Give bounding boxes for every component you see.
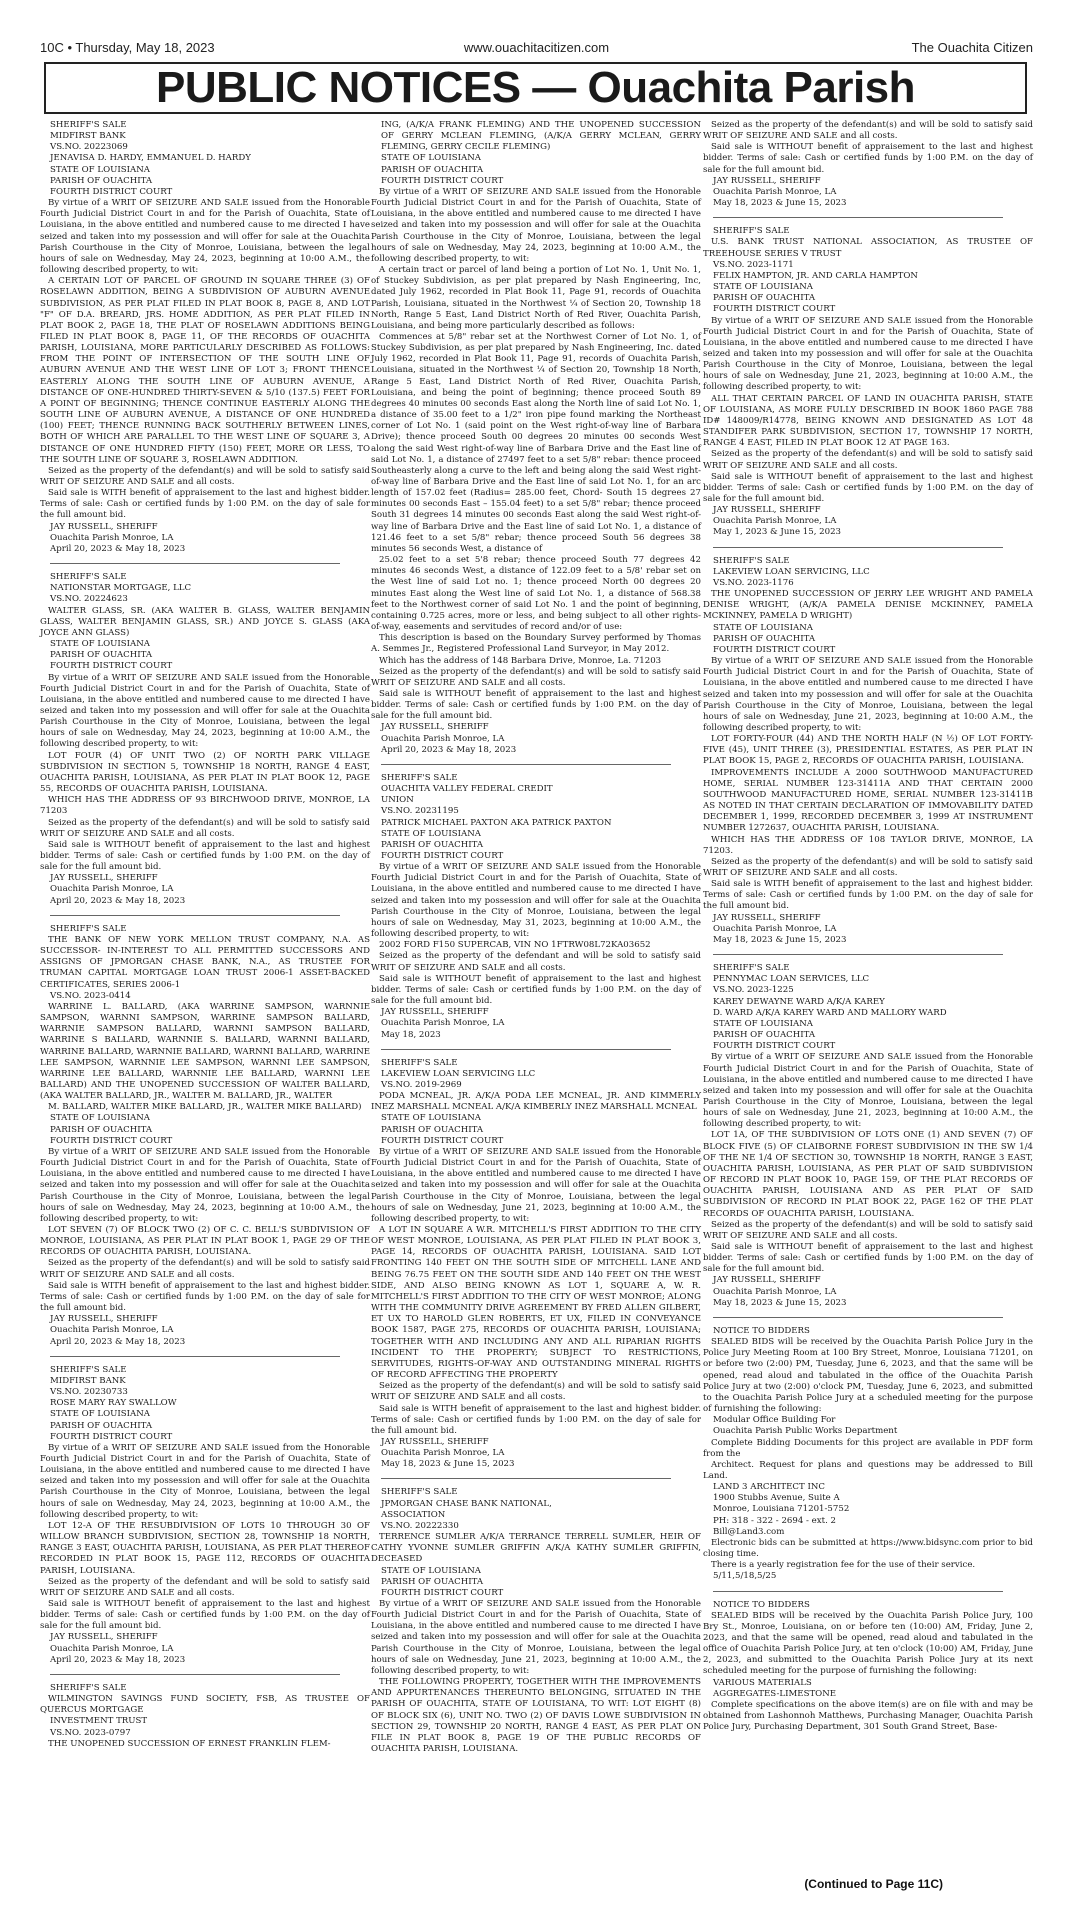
notice-paragraph: By virtue of a WRIT OF SEIZURE AND SALE issued from the Honorable Fourth Judicial District Court in and for the Parish of Ouachita, State of Louisiana, in the above entitled and numbered cause to me directed I have seized and taken into my possession and will offer for sale at the Ouachita Parish Courthouse in the City of Monroe, Louisiana, between the legal hours of sale on Wednesday, June 21, 2023, beginning at 10:00 A.M., the following described property, to wit: — [371, 1146, 701, 1224]
notice-line: FOURTH DISTRICT COURT — [381, 175, 504, 186]
notice-line: Monroe, Louisiana 71201-5752 — [713, 1504, 850, 1515]
notice-paragraph: ALL THAT CERTAIN PARCEL OF LAND IN OUACHITA PARISH, STATE OF LOUISIANA, AS MORE FULLY DESCRIBED IN BOOK 1860 PAGE 788 ID# 148009/R14778, BEING KNOWN AND DESIGNATED AS LOT 48 STANDIFER PARK SUBDIVISION, SECTION 17, TOWNSHIP 17 NORTH, RANGE 4 EAST, FILED IN PLAT BOOK 12 AT PAGE 163. — [703, 393, 1033, 449]
notice-line: VS.NO. 20231195 — [381, 806, 459, 817]
notice-column-2 — [371, 120, 701, 1755]
notice-line: JAY RUSSELL, SHERIFF — [713, 912, 821, 923]
notice-paragraph: THE UNOPENED SUCCESSION OF JERRY LEE WRIGHT AND PAMELA DENISE WRIGHT, (A/K/A PAMELA DENISE MCKINNEY, PAMELA MCKINNEY, PAMELA D WRIGHT) — [703, 589, 1033, 622]
notice-divider — [50, 1356, 340, 1357]
notice-line: May 18, 2023 & June 15, 2023 — [713, 1297, 847, 1308]
notice-paragraph: By virtue of a WRIT OF SEIZURE AND SALE issued from the Honorable Fourth Judicial District Court in and for the Parish of Ouachita, State of Louisiana, in the above entitled and numbered cause to me directed I have seized and taken into my possession and will offer for sale at the Ouachita Parish Courthouse in the City of Monroe, Louisiana, between the legal hours of sale on Wednesday, May 24, 2023, beginning at 10:00 A.M., the following described property, to wit: — [371, 186, 701, 264]
notice-paragraph: Seized as the property of the defendant(s) and will be sold to satisfy said WRIT OF SEIZURE AND SALE and all costs. — [40, 817, 370, 839]
notice-line: April 20, 2023 & May 18, 2023 — [381, 744, 517, 755]
website-url: www.ouachitacitizen.com — [463, 40, 610, 55]
notice-line: SHERIFF'S SALE — [50, 1364, 127, 1375]
notice-line: VARIOUS MATERIALS — [713, 1677, 812, 1688]
notice-paragraph: By virtue of a WRIT OF SEIZURE AND SALE issued from the Honorable Fourth Judicial District Court in and for the Parish of Ouachita, State of Louisiana, in the above entitled and numbered cause to me directed I have seized and taken into my possession and will offer for sale at the Ouachita Parish Courthouse in the City of Monroe, Louisiana, between the legal hours of sale on Wednesday, May 24, 2023, beginning at 10:00 A.M., the following described property, to wit: — [40, 672, 370, 750]
notice-line: PARISH OF OUACHITA — [381, 164, 484, 175]
notice-paragraph: Seized as the property of the defendant(s) and will be sold to satisfy said WRIT OF SEIZURE AND SALE and all costs. — [703, 449, 1033, 471]
notice-line: SHERIFF'S SALE — [381, 772, 458, 783]
notice-line: D. WARD A/K/A KAREY WARD AND MALLORY WARD — [713, 1007, 947, 1018]
notice-line: AGGREGATES-LIMESTONE — [713, 1688, 837, 1699]
notice-line: VS.NO. 2023-0414 — [50, 990, 131, 1001]
notice-line: JAY RUSSELL, SHERIFF — [713, 175, 821, 186]
notice-line: VS.NO. 2023-1176 — [713, 577, 794, 588]
notice-line: SHERIFF'S SALE — [50, 1682, 127, 1693]
notice-line: PENNYMAC LOAN SERVICES, LLC — [713, 974, 870, 985]
notice-line: ROSE MARY RAY SWALLOW — [50, 1398, 177, 1409]
notice-line: VS.NO. 20224623 — [50, 594, 128, 605]
notice-line: SHERIFF'S SALE — [713, 555, 790, 566]
notice-line: SHERIFF'S SALE — [381, 1487, 458, 1498]
notice-paragraph: THE BANK OF NEW YORK MELLON TRUST COMPANY, N.A. AS SUCCESSOR- IN-INTEREST TO ALL PERMITTED SUCCESSORS AND ASSIGNS OF JPMORGAN CHASE BANK, N.A., AS TRUSTEE FOR TRUMAN CAPITAL MORTGAGE LOAN TRUST 2006-1 ASSET-BACKED CERTIFICATES, SERIES 2006-1 — [40, 934, 370, 990]
notice-paragraph: Seized as the property of the defendant(s) and will be sold to satisfy said WRIT OF SEIZURE AND SALE and all costs. — [40, 465, 370, 487]
notice-line: PARISH OF OUACHITA — [381, 839, 484, 850]
notice-line: NOTICE TO BIDDERS — [713, 1599, 810, 1610]
notice-line: PARISH OF OUACHITA — [50, 1420, 153, 1431]
notice-paragraph: SEALED BIDS will be received by the Ouachita Parish Police Jury, 100 Bry St., Monroe, Louisiana, on or before ten (10:00) AM, Friday, June 2, 2023, and that the same will be opened, read aloud and tabulated in the office of Ouachita Parish Police Jury, at ten o'clock (10:00) AM, Friday, June 2, 2023, and submitted to the Ouachita Parish Police Jury at its next scheduled meeting for the purpose of furnishing the following: — [703, 1610, 1033, 1677]
notice-line: FOURTH DISTRICT COURT — [713, 304, 836, 315]
notice-paragraph: M. BALLARD, WALTER MIKE BALLARD, JR., WALTER MIKE BALLARD) — [48, 1102, 362, 1113]
notice-paragraph: Which has the address of 148 Barbara Drive, Monroe, La. 71203 — [379, 655, 662, 666]
notice-line: May 18, 2023 & June 15, 2023 — [381, 1459, 515, 1470]
notice-line: PARISH OF OUACHITA — [50, 650, 153, 661]
notice-line: JAY RUSSELL, SHERIFF — [381, 1436, 489, 1447]
notice-line: STATE OF LOUISIANA — [50, 1409, 150, 1420]
notice-paragraph: By virtue of a WRIT OF SEIZURE AND SALE issued from the Honorable Fourth Judicial District Court in and for the Parish of Ouachita, State of Louisiana, in the above entitled and numbered cause to me directed I have seized and taken into my possession and will offer for sale at the Ouachita Parish Courthouse in the City of Monroe, Louisiana, between the legal hours of sale on Wednesday, May 31, 2023, beginning at 10:00 A.M., the following described property, to wit: — [371, 862, 701, 940]
notice-line: STATE OF LOUISIANA — [713, 1018, 813, 1029]
notice-line: SHERIFF'S SALE — [381, 1057, 458, 1068]
notice-line: 1900 Stubbs Avenue, Suite A — [713, 1493, 840, 1504]
notice-line: May 18, 2023 & June 15, 2023 — [713, 934, 847, 945]
notice-paragraph: U.S. BANK TRUST NATIONAL ASSOCIATION, AS TRUSTEE OF TREEHOUSE SERIES V TRUST — [703, 237, 1033, 259]
notice-line: April 20, 2023 & May 18, 2023 — [50, 895, 186, 906]
notice-line: JAY RUSSELL, SHERIFF — [713, 505, 821, 516]
notice-line: STATE OF LOUISIANA — [381, 1113, 481, 1124]
notice-divider — [381, 1049, 671, 1050]
notice-paragraph: THE UNOPENED SUCCESSION OF ERNEST FRANKLIN FLEM- — [48, 1738, 331, 1749]
notice-divider — [50, 1674, 340, 1675]
notice-paragraph: Said sale is WITHOUT benefit of appraisement to the last and highest bidder. Terms of sale: Cash or certified funds by 1:00 P.M. on the day of sale for the full amount bid. — [371, 973, 701, 1007]
notice-paragraph: Seized as the property of the defendant(s) and will be sold to satisfy said WRIT OF SEIZURE AND SALE and all costs. — [371, 666, 701, 688]
notice-paragraph: Said sale is WITHOUT benefit of appraisement to the last and highest bidder. Terms of sale: Cash or certified funds by 1:00 P.M. on the day of sale for the full amount bid. — [703, 142, 1033, 175]
notice-paragraph: Seized as the property of the defendant(s) and will be sold to satisfy said WRIT OF SEIZURE AND SALE and all costs. — [703, 1219, 1033, 1241]
notice-paragraph: By virtue of a WRIT OF SEIZURE AND SALE issued from the Honorable Fourth Judicial District Court in and for the Parish of Ouachita, State of Louisiana, in the above entitled and numbered cause to me directed I have seized and taken into my possession and will offer for sale at the Ouachita Parish Courthouse in the City of Monroe, Louisiana, between the legal hours of sale on Wednesday, June 21, 2023, beginning at 10:00 A.M., the following described property, to wit: — [703, 315, 1033, 393]
notice-divider — [381, 764, 671, 765]
notice-line: JAY RUSSELL, SHERIFF — [713, 1275, 821, 1286]
notice-line: SHERIFF'S SALE — [713, 226, 790, 237]
notice-line: PARISH OF OUACHITA — [50, 175, 153, 186]
notice-paragraph: Seized as the property of the defendant(s) and will be sold to satisfy said WRIT OF SEIZURE AND SALE and all costs. — [40, 1258, 370, 1280]
notice-line: JAY RUSSELL, SHERIFF — [50, 1632, 158, 1643]
notice-line: VS.NO. 2023-0797 — [50, 1727, 131, 1738]
notice-paragraph: By virtue of a WRIT OF SEIZURE AND SALE issued from the Honorable Fourth Judicial District Court in and for the Parish of Ouachita, State of Louisiana, in the above entitled and numbered cause to me directed I have seized and taken into my possession and will offer for sale at the Ouachita Parish Courthouse in the City of Monroe, Louisiana, between the legal hours of sale on Wednesday, June 21, 2023, beginning at 10:00 A.M., the following described property, to wit: — [703, 656, 1033, 733]
notice-paragraph: A certain tract or parcel of land being a portion of Lot No. 1, Unit No. 1, of Stuckey Subdivision, as per plat prepared by Nash Engineering, Inc, dated July 1962, recorded in Plat Book 11, Page 91, records of Ouachita Parish, Louisiana, situated in the Northwest ¼ of Section 20, Township 18 North, Range 5 East, Land District North of Red River, Ouachita Parish, Louisiana, and being more particularly described as follows: — [371, 265, 701, 331]
notice-column-1 — [40, 120, 370, 1750]
notice-divider — [713, 547, 1003, 548]
notice-paragraph: By virtue of a WRIT OF SEIZURE AND SALE issued from the Honorable Fourth Judicial District Court in and for the Parish of Ouachita, State of Louisiana, in the above entitled and numbered cause to me directed I have seized and taken into my possession and will offer for sale at the Ouachita Parish Courthouse in the City of Monroe, Louisiana, between the legal hours of sale on Wednesday, May 24, 2023, beginning at 10:00 A.M., the following described property, to wit: — [40, 198, 370, 276]
notice-line: PARISH OF OUACHITA — [713, 293, 816, 304]
notice-paragraph: By virtue of a WRIT OF SEIZURE AND SALE issued from the Honorable Fourth Judicial District Court in and for the Parish of Ouachita, State of Louisiana, in the above entitled and numbered cause to me directed I have seized and taken into my possession and will offer for sale at the Ouachita Parish Courthouse in the City of Monroe, Louisiana, between the legal hours of sale on Wednesday, June 21, 2023, beginning at 10:00 A.M., the following described property, to wit: — [703, 1052, 1033, 1130]
notice-line: STATE OF LOUISIANA — [50, 1113, 150, 1124]
notice-line: SHERIFF'S SALE — [713, 963, 790, 974]
section-banner: PUBLIC NOTICES — Ouachita Parish — [44, 62, 1027, 114]
notice-line: JAY RUSSELL, SHERIFF — [381, 722, 489, 733]
notice-line: STATE OF LOUISIANA — [713, 282, 813, 293]
notice-line: April 20, 2023 & May 18, 2023 — [50, 1654, 186, 1665]
notice-divider — [713, 954, 1003, 955]
notice-paragraph: Seized as the property of the defendant(s) and will be sold to satisfy said WRIT OF SEIZURE AND SALE and all costs. — [703, 856, 1033, 878]
notice-line: LAKEVIEW LOAN SERVICING, LLC — [713, 566, 870, 577]
notice-line: Ouachita Parish Monroe, LA — [381, 1448, 505, 1459]
notice-line: April 20, 2023 & May 18, 2023 — [50, 1336, 186, 1347]
notice-paragraph: Complete Bidding Documents for this project are available in PDF form from the — [703, 1437, 1033, 1459]
notice-line: 5/11,5/18,5/25 — [713, 1571, 777, 1582]
notice-divider — [713, 1317, 1003, 1318]
notice-paragraph: LOT SEVEN (7) OF BLOCK TWO (2) OF C. C. BELL'S SUBDIVISION OF MONROE, LOUISIANA, AS PER PLAT IN PLAT BOOK 1, PAGE 29 OF THE RECORDS OF OUACHITA PARISH, LOUISIANA. — [40, 1225, 370, 1258]
notice-line: Ouachita Parish Monroe, LA — [50, 1325, 174, 1336]
folio-line — [40, 40, 1033, 58]
notice-line: FELIX HAMPTON, JR. AND CARLA HAMPTON — [713, 270, 918, 281]
notice-paragraph: Said sale is WITHOUT benefit of appraisement to the last and highest bidder. Terms of sale: Cash or certified funds by 1:00 P.M. on the day of sale for the full amount bid. — [371, 688, 701, 722]
notice-line: PATRICK MICHAEL PAXTON AKA PATRICK PAXTON — [381, 817, 612, 828]
notice-line: FOURTH DISTRICT COURT — [713, 1041, 836, 1052]
notice-line: PARISH OF OUACHITA — [50, 1124, 153, 1135]
notice-line: Ouachita Parish Monroe, LA — [713, 186, 837, 197]
notice-line: NOTICE TO BIDDERS — [713, 1325, 810, 1336]
notice-line: JAY RUSSELL, SHERIFF — [50, 1314, 158, 1325]
notice-line: JAY RUSSELL, SHERIFF — [50, 873, 158, 884]
notice-line: STATE OF LOUISIANA — [381, 828, 481, 839]
notice-line: FOURTH DISTRICT COURT — [381, 851, 504, 861]
notice-paragraph: 2002 FORD F150 SUPERCAB, VIN NO 1FTRW08L72KA03652 — [379, 940, 651, 951]
notice-line: Ouachita Parish Public Works Department — [713, 1426, 898, 1437]
notice-paragraph: Said sale is WITH benefit of appraisement to the last and highest bidder. Terms of sale: Cash or certified funds by 1:00 P.M. on the day of sale for the full amount bid. — [703, 879, 1033, 912]
notice-paragraph: SEALED BIDS will be received by the Ouachita Parish Police Jury in the Police Jury Meeting Room at 100 Bry Street, Monroe, Louisiana 71201, on or before two (2:00) PM, Tuesday, June 6, 2023, and that the same will be opened, read aloud and tabulated in the office of the Ouachita Parish Police Jury at two (2:00) o'clock PM, Tuesday, June 6, 2023, and submitted to the Ouachita Parish Police Jury at a scheduled meeting for the purpose of furnishing the following: — [703, 1337, 1033, 1415]
notice-line: MIDFIRST BANK — [50, 131, 126, 142]
notice-line: PH: 318 - 322 - 2694 - ext. 2 — [713, 1515, 836, 1526]
notice-line: Modular Office Building For — [713, 1415, 836, 1426]
notice-line: May 1, 2023 & June 15, 2023 — [713, 527, 842, 538]
notice-line: Bill@Land3.com — [713, 1526, 785, 1537]
notice-paragraph: A CERTAIN LOT OF PARCEL OF GROUND IN SQUARE THREE (3) OF ROSELAWN ADDITION, BEING A SUBDIVISION OF AUBURN AVENUE SUBDIVISION, AS PER PLAT FILED IN PLAT BOOK 8, PAGE 8, AND LOT "F" OF D.A. BREARD, JRS. HOME ADDITION, AS PER PLAT FILED IN PLAT BOOK 2, PAGE 18, THE PLAT OF ROSELAWN ADDITIONS BEING FILED IN PLAT BOOK 8, PAGE 11, OF THE RECORDS OF OUACHITA PARISH, LOUISIANA, MORE PARTICULARLY DESCRIBED AS FOLLOWS: FROM THE POINT OF INTERSECTION OF THE SOUTH LINE OF AUBURN AVENUE AND THE WEST LINE OF LOT 3; FRONT THENCE EASTERLY ALONG THE SOUTH LINE OF AUBURN AVENUE, A DISTANCE OF ONE-HUNDRED THIRTY-SEVEN & 5/10 (137.5) FEET FOR A POINT OF BEGINNING; THENCE CONTINUE EASTERLY ALONG THE SOUTH LINE OF AUBURN AVENUE, A DISTANCE OF ONE HUNDRED (100) FEET; THENCE RUNNING BACK SOUTHERLY BETWEEN LINES, BOTH OF WHICH ARE PARALLEL TO THE WEST LINE OF SQUARE 3, A DISTANCE OF ONE HUNDRED FIFTY (150) FEET, MORE OR LESS, TO THE SOUTH LINE OF SQUARE 3, ROSELAWN ADDITION. — [40, 276, 370, 465]
notice-paragraph: Seized as the property of the defendant(s) and will be sold to satisfy said WRIT OF SEIZURE AND SALE and all costs. — [703, 120, 1033, 142]
notice-line: MIDFIRST BANK — [50, 1375, 126, 1386]
notice-paragraph: Said sale is WITH benefit of appraisement to the last and highest bidder. Terms of sale: Cash or certified funds by 1:00 P.M. on the day of sale for the full amount bid. — [371, 1403, 701, 1436]
notice-line: FOURTH DISTRICT COURT — [50, 186, 173, 197]
notice-paragraph: Seized as the property of the defendant and will be sold to satisfy said WRIT OF SEIZURE AND SALE and all costs. — [371, 951, 701, 973]
notice-paragraph: LOT FORTY-FOUR (44) AND THE NORTH HALF (N ½) OF LOT FORTY-FIVE (45), UNIT THREE (3), PRESIDENTIAL ESTATES, AS PER PLAT IN PLAT BOOK 15, PAGE 2, RECORDS OF OUACHITA PARISH, LOUISIANA. — [703, 734, 1033, 767]
notice-line: INVESTMENT TRUST — [50, 1716, 148, 1727]
notice-line: UNION — [381, 795, 414, 806]
notice-line: Ouachita Parish Monroe, LA — [50, 532, 174, 543]
notice-line: KAREY DEWAYNE WARD A/K/A KAREY — [713, 996, 885, 1007]
notice-divider — [50, 563, 340, 564]
notice-line: VS.NO. 2023-1225 — [713, 985, 794, 996]
notice-line: VS.NO. 20222330 — [381, 1520, 459, 1531]
notice-paragraph: LOT FOUR (4) OF UNIT TWO (2) OF NORTH PARK VILLAGE SUBDIVISION IN SECTION 5, TOWNSHIP 18 NORTH, RANGE 4 EAST, OUACHITA PARISH, LOUISIANA, AS PER PLAT IN PLAT BOOK 12, PAGE 55, RECORDS OF OUACHITA PARISH, LOUISIANA. — [40, 750, 370, 795]
notice-paragraph: WHICH HAS THE ADDRESS OF 93 BIRCHWOOD DRIVE, MONROE, LA 71203 — [40, 795, 370, 817]
notice-paragraph: WALTER GLASS, SR. (AKA WALTER B. GLASS, WALTER BENJAMIN GLASS, WALTER BENJAMIN GLASS, SR.) AND JOYCE S. GLASS (AKA JOYCE ANN GLASS) — [40, 605, 370, 638]
notice-line: Ouachita Parish Monroe, LA — [381, 1018, 505, 1029]
continued-note: (Continued to Page 11C) — [804, 1877, 943, 1891]
notice-line: STATE OF LOUISIANA — [381, 1565, 481, 1576]
notice-line: FOURTH DISTRICT COURT — [50, 1135, 173, 1146]
notice-divider — [713, 217, 1003, 218]
notice-line: Ouachita Parish Monroe, LA — [381, 733, 505, 744]
notice-line: VS.NO. 20223069 — [50, 142, 128, 153]
notice-paragraph: By virtue of a WRIT OF SEIZURE AND SALE issued from the Honorable Fourth Judicial District Court in and for the Parish of Ouachita, State of Louisiana, in the above entitled and numbered cause to me directed I have seized and taken into my possession and will offer for sale at the Ouachita Parish Courthouse in the City of Monroe, Louisiana, between the legal hours of sale on Wednesday, May 24, 2023, beginning at 10:00 A.M., the following described property, to wit: — [40, 1146, 370, 1224]
notice-line: PARISH OF OUACHITA — [381, 1576, 484, 1587]
notice-paragraph: A LOT IN SQUARE A W.R. MITCHELL'S FIRST ADDITION TO THE CITY OF WEST MONROE, LOUISIANA, AS PER PLAT FILED IN PLAT BOOK 3, PAGE 14, RECORDS OF OUACHITA PARISH, LOUISIANA. SAID LOT FRONTING 140 FEET ON THE SOUTH SIDE OF MITCHELL LANE AND BEING 76.75 FEET ON THE SOUTH SIDE AND 140 FEET ON THE WEST SIDE, AND ALSO BEING KNOWN AS LOT 1, SQUARE A, W. R. MITCHELL'S FIRST ADDITION TO THE CITY OF WEST MONROE; ALONG WITH THE COMMUNITY DRIVE AGREEMENT BY FRED ALLEN GILBERT, ET UX TO HAROLD GLEN ROBERTS, ET UX, FILED IN CONVEYANCE BOOK 1587, PAGE 275, RECORDS OF OUACHITA PARISH, LOUISIANA; TOGETHER WITH AND INCLUDING ANY AND ALL RIPARIAN RIGHTS INCIDENT TO THE PROPERTY; SUBJECT TO RESTRICTIONS, SERVITUDES, RIGHTS-OF-WAY AND OUTSTANDING MINERAL RIGHTS OF RECORD AFFECTING THE PROPERTY — [371, 1225, 701, 1381]
notice-paragraph: Said sale is WITHOUT benefit of appraisement to the last and highest bidder. Terms of sale: Cash or certified funds by 1:00 P.M. on the day of sale for the full amount bid. — [703, 471, 1033, 504]
notice-paragraph: IMPROVEMENTS INCLUDE A 2000 SOUTHWOOD MANUFACTURED HOME, SERIAL NUMBER 123-31411A AND THAT CERTAIN 2000 SOUTHWOOD MANUFACTURED HOME, SERIAL NUMBER 123-31411B AS NOTED IN THAT CERTAIN DECLARATION OF IMMOVABILITY DATED DECEMBER 1, 1999, RECORDED DECEMBER 3, 1999 AT INSTRUMENT NUMBER 1272637, OUACHITA PARISH, LOUISIANA. — [703, 767, 1033, 834]
notice-paragraph: Seized as the property of the defendant(s) and will be sold to satisfy said WRIT OF SEIZURE AND SALE and all costs. — [371, 1381, 701, 1403]
notice-paragraph: Architect. Request for plans and questions may be addressed to Bill Land. — [703, 1459, 1033, 1481]
notice-line: VS.NO. 2019-2969 — [381, 1079, 462, 1090]
notice-paragraph: This description is based on the Boundary Survey performed by Thomas A. Semmes Jr., Registered Professional Land Surveyor, in May 2012. — [371, 633, 701, 655]
notice-line: ASSOCIATION — [381, 1509, 446, 1520]
notice-line: May 18, 2023 & June 15, 2023 — [713, 198, 847, 209]
notice-line: SHERIFF'S SALE — [50, 120, 127, 130]
notice-paragraph: Complete specifications on the above item(s) are on file with and may be obtained from Lashonnoh Matthews, Purchasing Manager, Ouachita Parish Police Jury, Purchasing Department, 301 South Grand Street, Base- — [703, 1699, 1033, 1733]
notice-line: Ouachita Parish Monroe, LA — [50, 1643, 174, 1654]
notice-divider — [713, 1591, 1003, 1592]
notice-line: LAND 3 ARCHITECT INC — [713, 1482, 825, 1493]
notice-line: Ouachita Parish Monroe, LA — [50, 884, 174, 895]
notice-line: FOURTH DISTRICT COURT — [381, 1135, 504, 1146]
notice-line: JAY RUSSELL, SHERIFF — [50, 521, 158, 532]
notice-line: FOURTH DISTRICT COURT — [50, 661, 173, 672]
notice-line: STATE OF LOUISIANA — [381, 153, 481, 164]
notice-paragraph: WHICH HAS THE ADDRESS OF 108 TAYLOR DRIVE, MONROE, LA 71203. — [703, 834, 1033, 856]
notice-divider — [381, 1478, 671, 1479]
notice-line: STATE OF LOUISIANA — [713, 622, 813, 633]
notice-paragraph: By virtue of a WRIT OF SEIZURE AND SALE issued from the Honorable Fourth Judicial District Court in and for the Parish of Ouachita, State of Louisiana, in the above entitled and numbered cause to me directed I have seized and taken into my possession and will offer for sale at the Ouachita Parish Courthouse in the City of Monroe, Louisiana, between the legal hours of sale on Wednesday, June 21, 2023, beginning at 10:00 A.M., the following described property, to wit: — [371, 1599, 701, 1676]
notice-paragraph: LOT 1A, OF THE SUBDIVISION OF LOTS ONE (1) AND SEVEN (7) OF BLOCK FIVE (5) OF CLAIBORNE FOREST SUBDIVISION IN THE SW 1/4 OF THE NE 1/4 OF SECTION 30, TOWNSHIP 18 NORTH, RANGE 3 EAST, OUACHITA PARISH, LOUISIANA, AS PER PLAT OF SAID SUBDIVISION OF RECORD IN PLAT BOOK 10, PAGE 159, OF THE PLAT RECORDS OF OUACHITA PARISH, LOUISIANA AND AS PER PLAT OF SAID SUBDIVISION OF RECORD IN PLAT BOOK 22, PAGE 162 OF THE PLAT RECORDS OF OUACHITA PARISH, LOUISIANA. — [703, 1130, 1033, 1219]
notice-paragraph: Said sale is WITHOUT benefit of appraisement to the last and highest bidder. Terms of sale: Cash or certified funds by 1:00 P.M. on the day of sale for the full amount bid. — [40, 839, 370, 873]
notice-line: April 20, 2023 & May 18, 2023 — [50, 543, 186, 554]
notice-paragraph: Electronic bids can be submitted at https://www.bidsync.com prior to bid closing time. — [703, 1537, 1033, 1560]
notice-paragraph: By virtue of a WRIT OF SEIZURE AND SALE issued from the Honorable Fourth Judicial District Court in and for the Parish of Ouachita, State of Louisiana, in the above entitled and numbered cause to me directed I have seized and taken into my possession and will offer for sale at the Ouachita Parish Courthouse in the City of Monroe, Louisiana, between the legal hours of sale on Wednesday, May 24, 2023, beginning at 10:00 A.M., the following described property, to wit: — [40, 1442, 370, 1520]
notice-line: NATIONSTAR MORTGAGE, LLC — [50, 583, 192, 594]
notice-line: SHERIFF'S SALE — [50, 923, 127, 934]
notice-line: JENAVISA D. HARDY, EMMANUEL D. HARDY — [50, 153, 251, 164]
notice-paragraph: There is a yearly registration fee for the use of their service. — [711, 1560, 976, 1571]
notice-line: PARISH OF OUACHITA — [713, 633, 816, 644]
notice-paragraph: Said sale is WITHOUT benefit of appraisement to the last and highest bidder. Terms of sale: Cash or certified funds by 1:00 P.M. on the day of sale for the full amount bid. — [703, 1242, 1033, 1275]
notice-line: Ouachita Parish Monroe, LA — [713, 516, 837, 527]
notice-paragraph: Commences at 5/8" rebar set at the Northwest Corner of Lot No. 1, of Stuckey Subdivision, as per plat prepared by Nash Engineering, Inc. dated July 1962, recorded in Plat Book 11, Page 91, records of Ouachita Parish, Louisiana, situated in the Northwest ¼ of Section 20, Township 18 North, Range 5 East, Land District North of Red River, Ouachita Parish, Louisiana, and being the point of beginning; thence proceed South 89 degrees 40 minutes 00 seconds East along the North line of said Lot No. 1, a distance of 35.00 feet to a 1/2" iron pipe found marking the Northeast corner of Lot No. 1 (said point on the West right-of-way line of Barbara Drive); thence proceed South 00 degrees 20 minutes 00 seconds West along the said West right-of-way line of Barbara Drive and the East line of said Lot No. 1, a distance of 27497 feet to a set 5/8" rebar: thence proceed Southeasterly along a curve to the left and being along the said West right-of-way line of Barbara Drive and the East line of said Lot No. 1, for an arc length of 157.02 feet (Radius= 285.00 feet, Chord- South 15 degrees 27 minutes 00 seconds East – 155.04 feet) to a set 5/8" rebar; thence proceed South 31 degrees 14 minutes 00 seconds East along the said West right-of-way line of Barbara Drive and the East line of said Lot No. 1, a distance of 121.46 feet to a set 5/8" rebar; thence proceed South 56 degrees 38 minutes 56 seconds West, a distance of — [371, 331, 701, 554]
notice-line: Ouachita Parish Monroe, LA — [713, 923, 837, 934]
notice-line: VS.NO. 20230733 — [50, 1387, 128, 1398]
notice-line: FOURTH DISTRICT COURT — [381, 1587, 504, 1598]
notice-paragraph: Said sale is WITH benefit of appraisement to the last and highest bidder. Terms of sale: Cash or certified funds by 1:00 P.M. on the day of sale for the full amount bid. — [40, 488, 370, 521]
notice-line: STATE OF LOUISIANA — [50, 164, 150, 175]
notice-paragraph: 25.02 feet to a set 5'8 rebar; thence proceed South 77 degrees 42 minutes 46 seconds West, a distance of 122.09 feet to a 5/8' rebar set on the West line of said Lot no. 1; thence proceed North 00 degrees 20 minutes East along the West line of said Lot No. 1, a distance of 568.38 feet to the Northwest corner of said Lot No. 1 and the point of beginning, containing 0.725 acres, more or less, and being subject to all other rights-of-way, easements and servitudes of record and/or of use: — [371, 555, 701, 633]
notice-line: FOURTH DISTRICT COURT — [713, 644, 836, 655]
notice-paragraph: LOT 12-A OF THE RESUBDIVISION OF LOTS 10 THROUGH 30 OF WILLOW BRANCH SUBDIVISION, SECTION 28, TOWNSHIP 18 NORTH, RANGE 3 EAST, OUACHITA PARISH, LOUISIANA, AS PER PLAT THEREOF RECORDED IN PLAT BOOK 15, PAGE 112, RECORDS OF OUACHITA PARISH, LOUISIANA. — [40, 1520, 370, 1576]
notice-line: JAY RUSSELL, SHERIFF — [381, 1007, 489, 1018]
notice-line: PARISH OF OUACHITA — [381, 1124, 484, 1135]
notice-paragraph: PODA MCNEAL, JR. A/K/A PODA LEE MCNEAL, JR. AND KIMMERLY INEZ MARSHALL MCNEAL A/K/A KIMBERLY INEZ MARSHALL MCNEAL — [371, 1091, 701, 1113]
publication-name: The Ouachita Citizen — [911, 40, 1033, 55]
notice-paragraph: Said sale is WITHOUT benefit of appraisement to the last and highest bidder. Terms of sale: Cash or certified funds by 1:00 P.M. on the day of sale for the full amount bid. — [40, 1599, 370, 1632]
notice-line: LAKEVIEW LOAN SERVICING LLC — [381, 1068, 536, 1079]
notice-line: JPMORGAN CHASE BANK NATIONAL, — [381, 1498, 552, 1509]
notice-paragraph: WILMINGTON SAVINGS FUND SOCIETY, FSB, AS TRUSTEE OF QUERCUS MORTGAGE — [40, 1694, 370, 1716]
notice-paragraph: THE FOLLOWING PROPERTY, TOGETHER WITH THE IMPROVEMENTS AND APPURTENANCES THEREUNTO BELONGING, SITUATED IN THE PARISH OF OUACHITA, STATE OF LOUISIANA, TO WIT: LOT EIGHT (8) OF BLOCK SIX (6), UNIT NO. TWO (2) OF DAVIS LOWE SUBDIVISION IN SECTION 29, TOWNSHIP 20 NORTH, RANGE 4 EAST, AS PER PLAT ON FILE IN PLAT BOOK 8, PAGE 19 OF THE PUBLIC RECORDS OF OUACHITA PARISH, LOUISIANA. — [371, 1677, 701, 1755]
notice-line: OUACHITA VALLEY FEDERAL CREDIT — [381, 784, 553, 795]
notice-line: VS.NO. 2023-1171 — [713, 259, 794, 270]
notice-paragraph: Seized as the property of the defendant and will be sold to satisfy said WRIT OF SEIZURE AND SALE and all costs. — [40, 1576, 370, 1598]
notice-line: ING, (A/K/A FRANK FLEMING) AND THE UNOPENED SUCCESSION OF GERRY MCLEAN FLEMING, (A/K/A GERRY MCLEAN, GERRY FLEMING, GERRY CECILE FLEMING) — [381, 120, 701, 153]
notice-line: May 18, 2023 — [381, 1029, 441, 1040]
notice-paragraph: Said sale is WITH benefit of appraisement to the last and highest bidder. Terms of sale: Cash or certified funds by 1:00 P.M. on the day of sale for the full amount bid. — [40, 1280, 370, 1314]
notice-column-3 — [703, 120, 1033, 1733]
notice-line: STATE OF LOUISIANA — [50, 639, 150, 650]
notice-line: PARISH OF OUACHITA — [713, 1030, 816, 1041]
notice-paragraph: WARRINE L. BALLARD, (AKA WARRINE SAMPSON, WARNNIE SAMPSON, WARNNI SAMPSON, WARRINE SAMPSON BALLARD, WARRNIE SAMPSON BALLARD, WARNNI SAMPSON BALLARD, WARRINE S BALLARD, WARNNIE S. BALLARD, WARNNI BALLARD, WARRINE BALLARD, WARNNIE BALLARD, WARNNI BALLARD, WARRINE LEE SAMPSON, WARNNIE LEE SAMPSON, WARNNI LEE SAMPSON, WARRINE LEE BALLARD, WARNNIE LEE BALLARD, WARNNI LEE BALLARD) AND THE UNOPENED SUCCESSION OF WALTER BALLARD, (AKA WALTER BALLARD, JR., WALTER M. BALLARD, JR., WALTER — [40, 1001, 370, 1102]
notice-line: FOURTH DISTRICT COURT — [50, 1431, 173, 1442]
notice-divider — [50, 915, 340, 916]
notice-paragraph: TERRENCE SUMLER A/K/A TERRANCE TERRELL SUMLER, HEIR OF CATHY YVONNE SUMLER GRIFFIN A/K/A KATHY SUMLER GRIFFIN, DECEASED — [371, 1532, 701, 1565]
notice-line: SHERIFF'S SALE — [50, 572, 127, 583]
notice-line: Ouachita Parish Monroe, LA — [713, 1286, 837, 1297]
page-date: 10C • Thursday, May 18, 2023 — [40, 40, 215, 55]
